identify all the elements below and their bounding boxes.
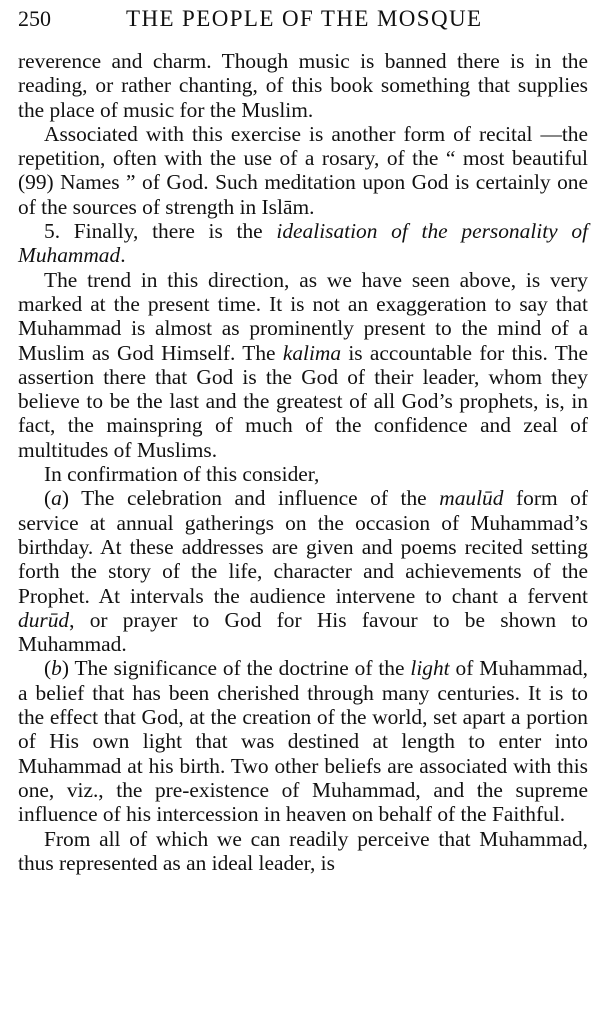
paragraph (18, 827, 588, 876)
paragraph (18, 462, 588, 486)
text-run: is accountable for this. The assertion there that God is the God of their leader, whom they believe to be the last and the greatest of all God’s prophets, is, in fact, the mainspring of much of the confidence and zeal of multitudes of Muslims. (18, 340, 588, 462)
paragraph (18, 656, 588, 826)
text-run: . (120, 243, 126, 268)
text-run: form of service at annual gatherings on the occasion of Muhammad’s birthday. At these addresses are given and poems recited setting forth the story of the life, character and achievements of the Prophet. At intervals the audience intervene to chant a fervent (18, 486, 588, 608)
text-run: ) The celebration and influence of the (61, 486, 440, 511)
italic-text: light (410, 656, 450, 681)
italic-text: durūd (18, 607, 70, 632)
paragraph (18, 122, 588, 219)
text-run: of Muhammad, a belief that has been cherished through many centuries. It is to the effect that God, at the creation of the world, set apart a portion of His own light that was destined at length to enter into Muhammad at his birth. Two other beliefs are associated with this one, viz., the pre-existence of Muhammad, and the supreme influence of his intercession in heaven on behalf of the Faithful. (18, 656, 588, 827)
body-text (18, 49, 588, 875)
text-run: Associated with this exercise is another form of recital —the repetition, often with the use of a rosary, of the “ most beautiful (99) Names ” of God. Such meditation upon God is certainly one of the sources of strength in Islām. (18, 121, 588, 219)
paragraph (18, 486, 588, 656)
text-run: In confirmation of this consider, (44, 462, 320, 487)
text-run: 5. Finally, there is the (44, 219, 277, 244)
paragraph (18, 268, 588, 462)
italic-text: b (51, 656, 62, 681)
italic-text: a (51, 486, 62, 511)
text-run: reverence and charm. Though music is banned there is in the reading, or rather chanting, of this book something that supplies the place of music for the Muslim. (18, 49, 588, 122)
text-run: , or prayer to God for His favour to be shown to Muhammad. (18, 607, 588, 657)
italic-text: kalima (282, 340, 342, 365)
text-run: ( (44, 486, 52, 511)
paragraph (18, 219, 588, 268)
page-number: 250 (18, 6, 51, 31)
running-head: THE PEOPLE OF THE MOSQUE (126, 6, 483, 31)
italic-text: idealisation of the personality of Muhammad (18, 219, 589, 268)
text-run: The trend in this direction, as we have seen above, is very marked at the present time. It is not an exaggeration to say that Muhammad is almost as prominently present to the mind of a Muslim as God Himself. The (18, 267, 588, 365)
italic-text: maulūd (439, 486, 504, 511)
page-header (18, 6, 588, 46)
text-run: ) The significance of the doctrine of the (61, 656, 411, 681)
paragraph (18, 49, 588, 122)
text-run: ( (44, 656, 52, 681)
text-run: From all of which we can readily perceive that Muhammad, thus represented as an ideal leader, is (18, 826, 588, 875)
